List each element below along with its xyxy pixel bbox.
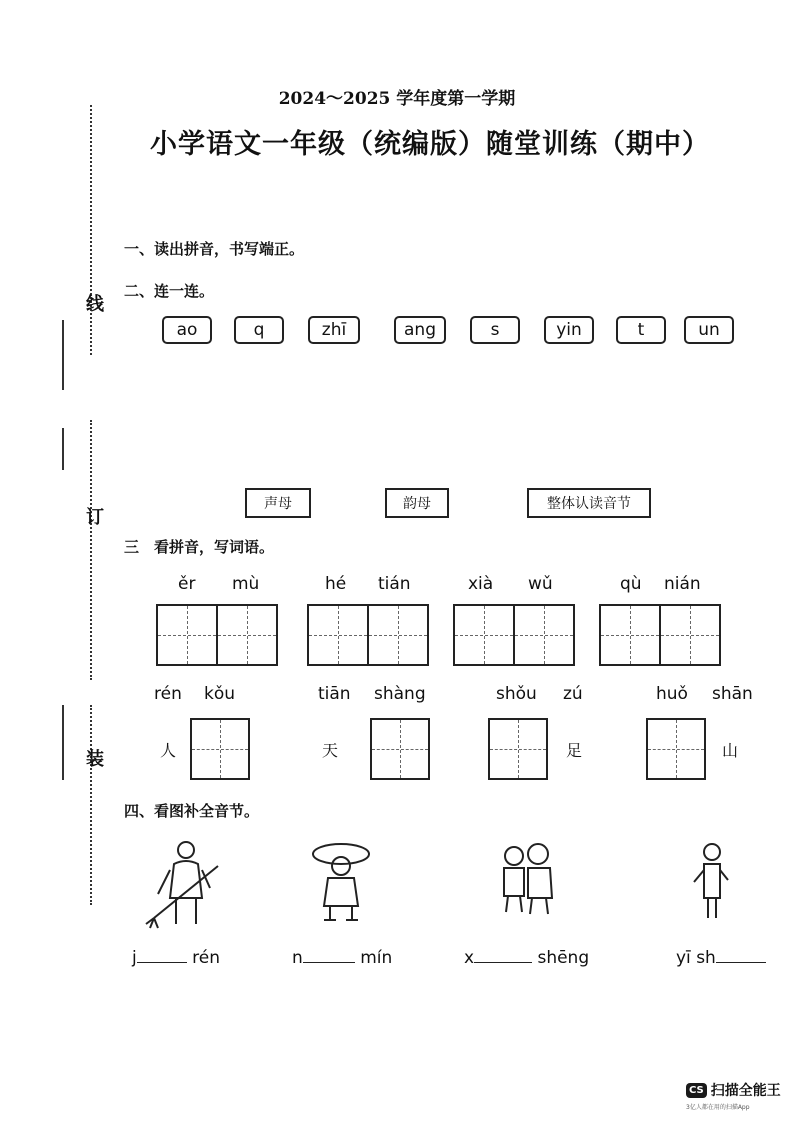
given-character: 天 — [322, 741, 339, 760]
scanner-watermark — [686, 1080, 786, 1111]
writing-cell[interactable] — [646, 718, 706, 780]
given-character: 山 — [722, 741, 739, 760]
syllable-blank[interactable] — [464, 948, 589, 968]
pinyin-card[interactable]: zhī — [308, 316, 360, 344]
section4-heading: 四、看图补全音节。 — [124, 802, 260, 820]
syllable-blank[interactable] — [132, 948, 220, 968]
pinyin-card[interactable]: ang — [394, 316, 446, 344]
writing-cell[interactable] — [307, 604, 369, 666]
section3-heading: 三 看拼音，写词语。 — [124, 538, 275, 556]
category-box-shengmu[interactable]: 声母 — [245, 488, 311, 518]
page-title: 小学语文一年级（统编版）随堂训练（期中） — [150, 129, 710, 160]
answer-line[interactable] — [716, 948, 766, 963]
pinyin-card[interactable]: q — [234, 316, 284, 344]
answer-line[interactable] — [303, 948, 355, 963]
pinyin-syllable: shǒu — [496, 684, 537, 704]
given-character: 人 — [160, 741, 177, 760]
binding-mark — [62, 428, 64, 470]
binding-mark — [62, 320, 64, 390]
pinyin-syllable: mù — [232, 574, 260, 594]
writing-cell[interactable] — [370, 718, 430, 780]
writing-cell[interactable] — [659, 604, 721, 666]
syllable-blank[interactable] — [292, 948, 392, 968]
writing-cell[interactable] — [190, 718, 250, 780]
pinyin-card[interactable]: yin — [544, 316, 594, 344]
syllable-suffix: mín — [360, 948, 393, 968]
writing-grid[interactable] — [453, 604, 575, 666]
pinyin-syllable: tiān — [318, 684, 351, 704]
pinyin-syllable: kǒu — [204, 684, 236, 704]
pinyin-card[interactable]: ao — [162, 316, 212, 344]
syllable-blank[interactable] — [676, 948, 766, 968]
pinyin-syllable: tián — [378, 574, 411, 594]
section2-heading: 二、连一连。 — [124, 282, 215, 300]
pinyin-syllable: wǔ — [528, 574, 553, 594]
pinyin-syllable: shàng — [374, 684, 426, 704]
pinyin-syllable: shān — [712, 684, 753, 704]
writing-cell[interactable] — [488, 718, 548, 780]
binding-dotted-line-bottom — [90, 705, 92, 905]
pinyin-syllable: huǒ — [656, 684, 688, 704]
syllable-suffix: rén — [192, 948, 220, 968]
category-box-zhengti[interactable]: 整体认读音节 — [527, 488, 651, 518]
writing-cell[interactable] — [513, 604, 575, 666]
binding-dotted-line-mid — [90, 420, 92, 680]
scanner-app-name: 扫描全能王 — [710, 1083, 781, 1099]
binding-char-ding: 订 — [86, 507, 104, 528]
syllable-prefix: yī sh — [676, 948, 716, 968]
doctor-icon — [690, 838, 734, 926]
pinyin-syllable: zú — [563, 684, 583, 704]
writing-grid[interactable] — [307, 604, 429, 666]
pinyin-card[interactable]: t — [616, 316, 666, 344]
writing-grid[interactable] — [599, 604, 721, 666]
pinyin-syllable: ěr — [178, 574, 196, 594]
term-label: 2024～2025 学年度第一学期 — [278, 89, 516, 109]
writing-cell[interactable] — [216, 604, 278, 666]
scanner-tagline: 3亿人都在用的扫描App — [686, 1104, 750, 1111]
syllable-prefix: n — [292, 948, 303, 968]
category-box-yunmu[interactable]: 韵母 — [385, 488, 449, 518]
syllable-suffix: shēng — [537, 948, 590, 968]
writing-cell[interactable] — [156, 604, 218, 666]
binding-mark — [62, 705, 64, 780]
binding-char-zhuang: 装 — [86, 749, 104, 770]
pinyin-syllable: hé — [325, 574, 347, 594]
syllable-prefix: j — [132, 948, 137, 968]
pinyin-syllable: qù — [620, 574, 642, 594]
pinyin-syllable: xià — [468, 574, 494, 594]
writing-cell[interactable] — [599, 604, 661, 666]
binding-char-xian: 线 — [86, 294, 104, 315]
pinyin-card[interactable]: s — [470, 316, 520, 344]
two-students-icon — [494, 838, 562, 920]
writing-cell[interactable] — [367, 604, 429, 666]
answer-line[interactable] — [137, 948, 187, 963]
pinyin-syllable: nián — [664, 574, 701, 594]
pinyin-syllable: rén — [154, 684, 182, 704]
answer-line[interactable] — [474, 948, 532, 963]
binding-dotted-line-top — [90, 105, 92, 355]
writing-cell[interactable] — [453, 604, 515, 666]
worker-with-broom-icon — [140, 838, 230, 930]
farmer-with-hat-icon — [306, 838, 376, 926]
section1-heading: 一、读出拼音，书写端正。 — [124, 240, 305, 258]
pinyin-card[interactable]: un — [684, 316, 734, 344]
syllable-prefix: x — [464, 948, 475, 968]
scanner-logo-icon: CS — [686, 1083, 707, 1098]
writing-grid[interactable] — [156, 604, 278, 666]
given-character: 足 — [566, 741, 583, 760]
